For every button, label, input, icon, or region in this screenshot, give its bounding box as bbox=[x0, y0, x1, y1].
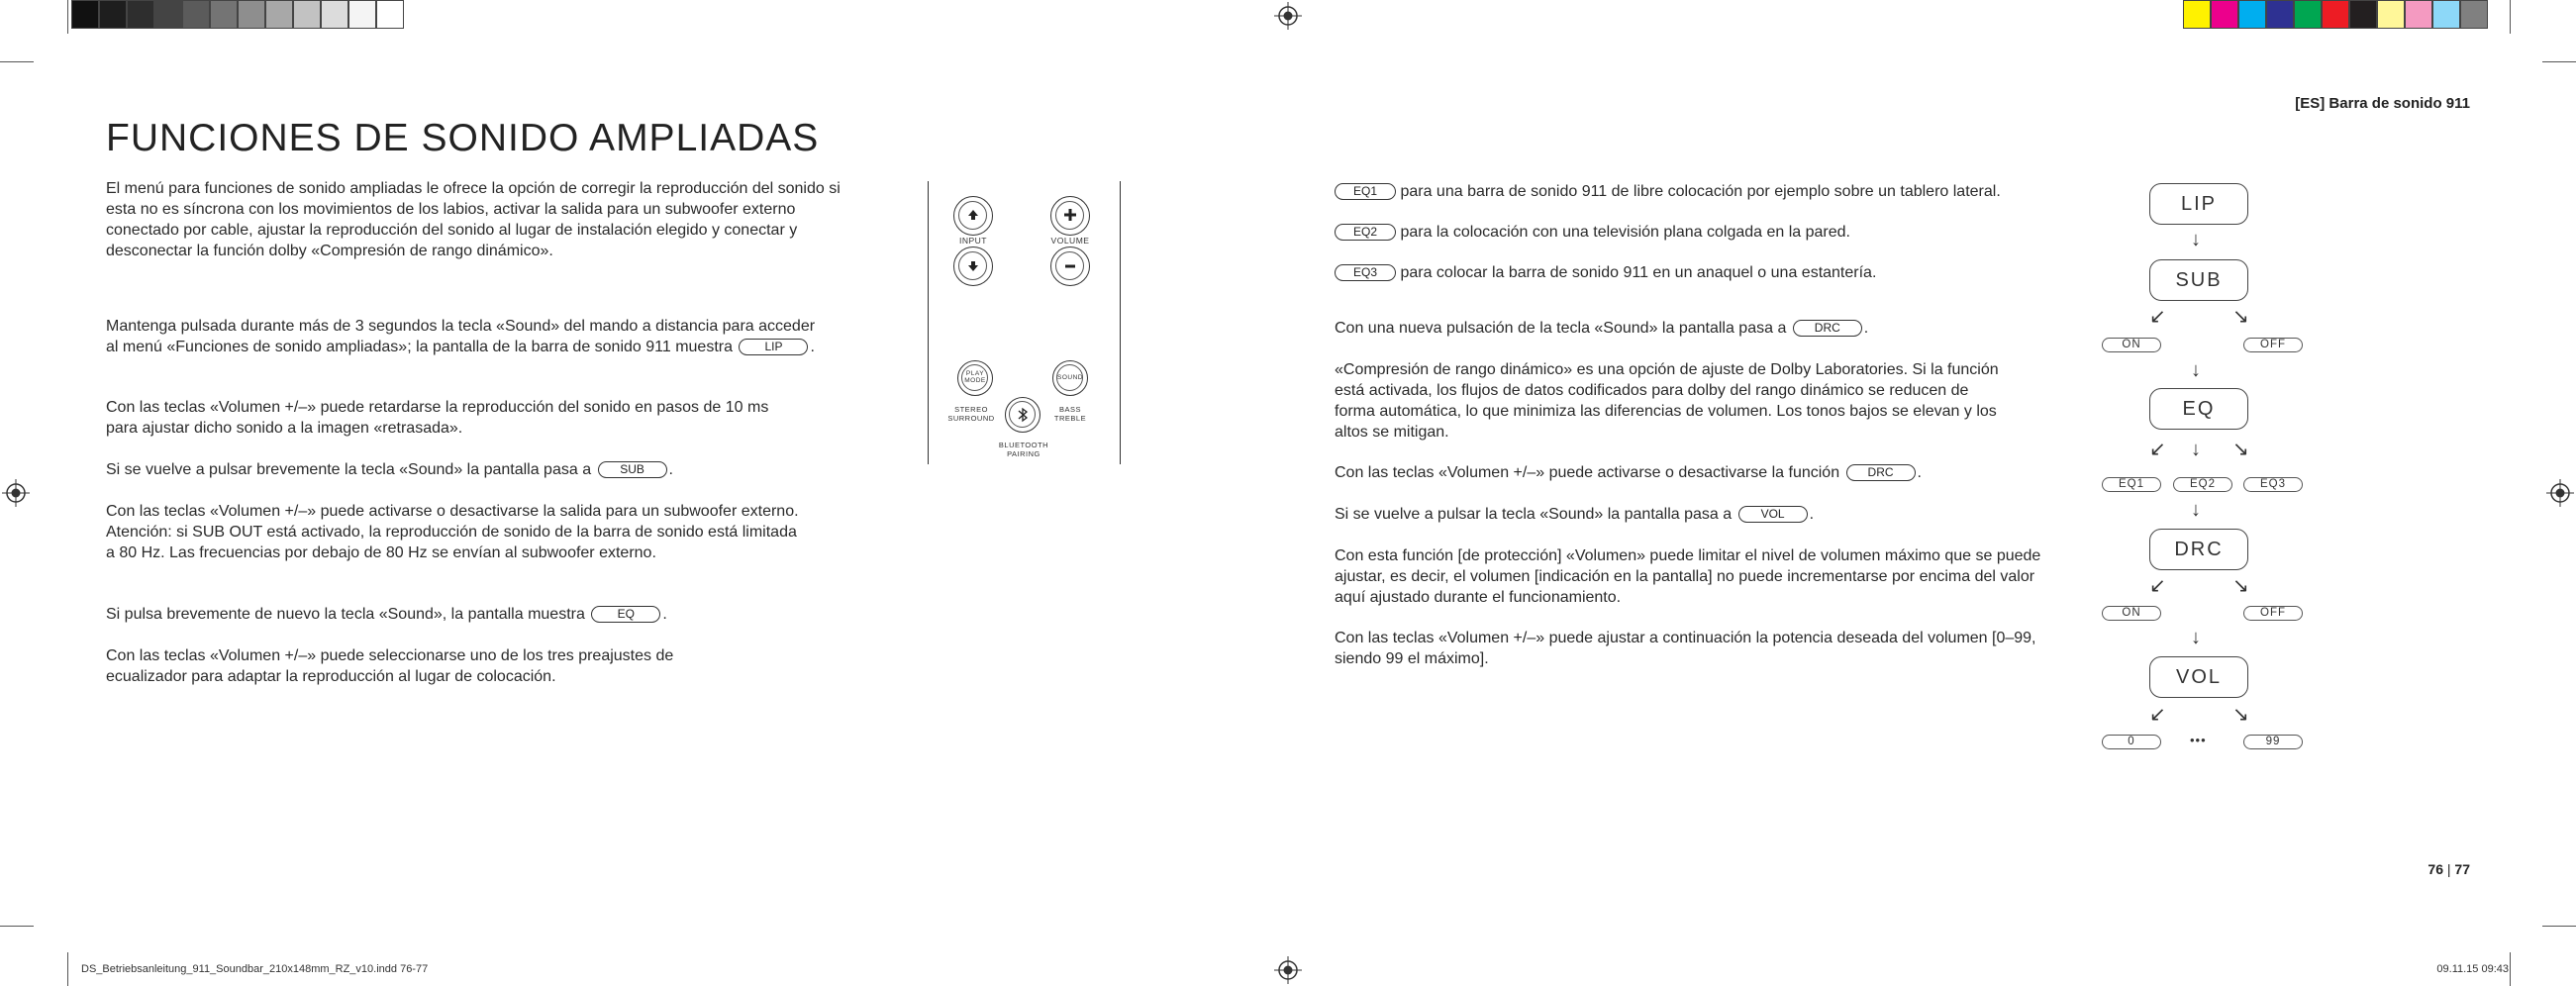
arrow-downright-icon: ↘ bbox=[2232, 575, 2249, 597]
registration-mark-icon bbox=[2546, 479, 2574, 507]
remote-left-edge bbox=[928, 181, 929, 464]
stereo-surround-label: STEREO SURROUND bbox=[947, 405, 995, 423]
paragraph-end: . bbox=[810, 339, 815, 355]
remote-control-illustration bbox=[926, 181, 1124, 468]
flow-ellipsis: ••• bbox=[2190, 733, 2207, 747]
flow-pill-eq1: EQ1 bbox=[2102, 477, 2161, 492]
flow-box-drc: DRC bbox=[2149, 529, 2248, 570]
gray-swatch bbox=[376, 0, 404, 29]
bluetooth-pairing-label: BLUETOOTH PAIRING bbox=[998, 441, 1049, 458]
paragraph-end: . bbox=[668, 461, 673, 478]
arrow-up-icon bbox=[966, 208, 980, 222]
sound-button bbox=[1052, 360, 1088, 396]
eq3-description bbox=[1335, 262, 2087, 283]
sub-paragraph bbox=[106, 459, 858, 480]
display-pill-sub: SUB bbox=[598, 461, 667, 478]
gray-swatch bbox=[127, 0, 154, 29]
gray-swatch bbox=[321, 0, 348, 29]
bluetooth-button bbox=[1005, 397, 1040, 433]
crop-mark bbox=[67, 952, 68, 986]
flow-pill-sub-off: OFF bbox=[2243, 338, 2303, 352]
paragraph-end: . bbox=[1863, 320, 1869, 337]
arrow-downleft-icon: ↙ bbox=[2149, 306, 2166, 328]
color-swatch bbox=[2266, 0, 2294, 29]
arrow-downright-icon: ↘ bbox=[2232, 439, 2249, 460]
arrow-down-icon: ↓ bbox=[2191, 229, 2201, 250]
delay-paragraph: Con las teclas «Volumen +/–» puede retardarse la reproducción del sonido en pasos de 10 ms para ajustar dicho sonido a la imagen «retrasada». bbox=[106, 399, 769, 437]
paragraph-text: para colocar la barra de sonido 911 en un anaquel o una estantería. bbox=[1400, 264, 1877, 281]
volume-label: VOLUME bbox=[1050, 236, 1090, 246]
color-swatch bbox=[2432, 0, 2460, 29]
paragraph-text: Si se vuelve a pulsar brevemente la tecla «Sound» la pantalla pasa a bbox=[106, 461, 592, 478]
arrow-downright-icon: ↘ bbox=[2232, 704, 2249, 726]
eq1-description bbox=[1335, 181, 2087, 202]
crop-mark bbox=[0, 61, 34, 62]
display-pill-eq2: EQ2 bbox=[1335, 224, 1396, 241]
input-label: INPUT bbox=[959, 236, 987, 246]
paragraph-text: para una barra de sonido 911 de libre colocación por ejemplo sobre un tablero lateral. bbox=[1400, 183, 2001, 200]
display-pill-drc-2: DRC bbox=[1846, 464, 1916, 481]
crop-mark bbox=[2542, 61, 2576, 62]
plus-icon bbox=[1063, 208, 1077, 222]
bass-treble-label: BASS TREBLE bbox=[1053, 405, 1087, 423]
section-header: [ES] Barra de sonido 911 bbox=[2295, 95, 2470, 112]
input-down-button bbox=[953, 246, 993, 286]
intro-paragraph: El menú para funciones de sonido ampliadas le ofrece la opción de corregir la reproducción del sonido si esta no es síncrona con los movimientos de los labios, activar la salida para un subwoofer externo conectado por cable, ajustar la reproducción del sonido al lugar de instalación elegido y conectar y desconectar la función dolby «Compresión de rango dinámico». bbox=[106, 180, 841, 259]
color-swatch bbox=[2294, 0, 2322, 29]
gray-swatch bbox=[348, 0, 376, 29]
footer-datetime: 09.11.15 09:43 bbox=[2436, 963, 2509, 975]
arrow-down-icon: ↓ bbox=[2191, 439, 2201, 460]
paragraph-text: Con las teclas «Volumen +/–» puede activarse o desactivarse la función bbox=[1335, 464, 1840, 481]
lip-paragraph bbox=[106, 316, 819, 357]
gray-swatch bbox=[99, 0, 127, 29]
paragraph-text: Si se vuelve a pulsar la tecla «Sound» la pantalla pasa a bbox=[1335, 506, 1733, 523]
gray-swatch-bar bbox=[71, 0, 404, 31]
paragraph-end: . bbox=[662, 606, 667, 623]
arrow-down-icon: ↓ bbox=[2191, 359, 2201, 381]
drc-toggle-paragraph bbox=[1335, 462, 2087, 483]
flow-pill-sub-on: ON bbox=[2102, 338, 2161, 352]
volume-minus-button bbox=[1050, 246, 1090, 286]
flow-pill-drc-on: ON bbox=[2102, 606, 2161, 621]
remote-right-edge bbox=[1120, 181, 1121, 464]
play-mode-button bbox=[957, 360, 993, 396]
page-number-right: 77 bbox=[2454, 861, 2470, 877]
crop-mark bbox=[2510, 0, 2511, 34]
arrow-downleft-icon: ↙ bbox=[2149, 439, 2166, 460]
crop-mark bbox=[2510, 952, 2511, 986]
arrow-down-icon: ↓ bbox=[2191, 627, 2201, 648]
arrow-downright-icon: ↘ bbox=[2232, 306, 2249, 328]
page-number-separator: | bbox=[2446, 861, 2451, 877]
crop-mark bbox=[67, 0, 68, 34]
volume-power-paragraph: Con las teclas «Volumen +/–» puede ajustar a continuación la potencia deseada del volumen [0–99, siendo 99 el máximo]. bbox=[1335, 630, 2036, 667]
page-title: FUNCIONES DE SONIDO AMPLIADAS bbox=[106, 117, 820, 159]
display-pill-vol: VOL bbox=[1738, 506, 1808, 523]
color-swatch-bar bbox=[2183, 0, 2488, 31]
gray-swatch bbox=[154, 0, 182, 29]
display-pill-eq1: EQ1 bbox=[1335, 183, 1396, 200]
registration-mark-icon bbox=[1274, 956, 1302, 984]
gray-swatch bbox=[265, 0, 293, 29]
footer-filename: DS_Betriebsanleitung_911_Soundbar_210x148mm_RZ_v10.indd 76-77 bbox=[81, 963, 429, 975]
registration-mark-icon bbox=[1274, 2, 1302, 30]
color-swatch bbox=[2377, 0, 2405, 29]
eq-paragraph bbox=[106, 604, 858, 625]
eq2-description bbox=[1335, 222, 2087, 243]
flow-pill-eq2: EQ2 bbox=[2173, 477, 2232, 492]
gray-swatch bbox=[293, 0, 321, 29]
color-swatch bbox=[2405, 0, 2432, 29]
flow-pill-eq3: EQ3 bbox=[2243, 477, 2303, 492]
bluetooth-icon bbox=[1017, 407, 1029, 423]
gray-swatch bbox=[71, 0, 99, 29]
display-pill-eq3: EQ3 bbox=[1335, 264, 1396, 281]
gray-swatch bbox=[182, 0, 210, 29]
flow-pill-vol-99: 99 bbox=[2243, 735, 2303, 749]
flow-box-lip: LIP bbox=[2149, 183, 2248, 225]
eq-presets-paragraph: Con las teclas «Volumen +/–» puede seleccionarse uno de los tres preajustes de ecualizador para adaptar la reproducción al lugar de colocación. bbox=[106, 647, 674, 685]
color-swatch bbox=[2322, 0, 2349, 29]
paragraph-text: para la colocación con una televisión plana colgada en la pared. bbox=[1400, 224, 1850, 241]
flow-box-sub: SUB bbox=[2149, 259, 2248, 301]
arrow-down-icon: ↓ bbox=[2191, 499, 2201, 521]
flow-pill-vol-0: 0 bbox=[2102, 735, 2161, 749]
paragraph-text: Mantenga pulsada durante más de 3 segundos la tecla «Sound» del mando a distancia para acceder al menú «Funciones de sonido ampliadas»; la pantalla de la barra de sonido 911 muestra bbox=[106, 318, 816, 355]
page-numbers bbox=[2427, 861, 2470, 877]
subwoofer-paragraph: Con las teclas «Volumen +/–» puede activarse o desactivarse la salida para un subwoofer externo. Atención: si SUB OUT está activado, la reproducción de sonido de la barra de sonido está limitada a 80 Hz. Las frecuencias por debajo de 80 Hz se envían al subwoofer externo. bbox=[106, 503, 799, 561]
color-swatch bbox=[2183, 0, 2211, 29]
minus-icon bbox=[1063, 259, 1077, 273]
paragraph-text: Si pulsa brevemente de nuevo la tecla «Sound», la pantalla muestra bbox=[106, 606, 585, 623]
paragraph-end: . bbox=[1809, 506, 1815, 523]
page-number-left: 76 bbox=[2427, 861, 2443, 877]
flow-box-eq: EQ bbox=[2149, 388, 2248, 430]
sound-label: SOUND bbox=[1057, 374, 1083, 381]
arrow-down-icon bbox=[966, 259, 980, 273]
color-swatch bbox=[2349, 0, 2377, 29]
play-mode-label: PLAY MODE bbox=[964, 370, 986, 384]
drc-paragraph bbox=[1335, 318, 2087, 339]
paragraph-end: . bbox=[1917, 464, 1922, 481]
color-swatch bbox=[2211, 0, 2238, 29]
color-swatch bbox=[2238, 0, 2266, 29]
volume-protection-paragraph: Con esta función [de protección] «Volumen» puede limitar el nivel de volumen máximo que se puede ajustar, es decir, el volumen [indicación en la pantalla] no puede incrementarse por encima del valor aquí ajustado durante el funcionamiento. bbox=[1335, 547, 2041, 606]
gray-swatch bbox=[238, 0, 265, 29]
registration-mark-icon bbox=[2, 479, 30, 507]
flow-box-vol: VOL bbox=[2149, 656, 2248, 698]
volume-plus-button bbox=[1050, 196, 1090, 236]
dolby-paragraph: «Compresión de rango dinámico» es una opción de ajuste de Dolby Laboratories. Si la función está activada, los flujos de datos codificados para dolby del rango dinámico se reducen de forma automática, lo que minimiza las diferencias de volumen. Los tonos bajos se elevan y los altos se mitigan. bbox=[1335, 361, 1999, 441]
flow-pill-drc-off: OFF bbox=[2243, 606, 2303, 621]
arrow-downleft-icon: ↙ bbox=[2149, 575, 2166, 597]
input-up-button bbox=[953, 196, 993, 236]
gray-swatch bbox=[210, 0, 238, 29]
display-pill-eq: EQ bbox=[591, 606, 660, 623]
crop-mark bbox=[0, 926, 34, 927]
display-pill-lip: LIP bbox=[739, 339, 808, 355]
crop-mark bbox=[2542, 926, 2576, 927]
display-pill-drc: DRC bbox=[1793, 320, 1862, 337]
vol-paragraph bbox=[1335, 504, 2087, 525]
paragraph-text: Con una nueva pulsación de la tecla «Sound» la pantalla pasa a bbox=[1335, 320, 1787, 337]
arrow-downleft-icon: ↙ bbox=[2149, 704, 2166, 726]
color-swatch bbox=[2460, 0, 2488, 29]
